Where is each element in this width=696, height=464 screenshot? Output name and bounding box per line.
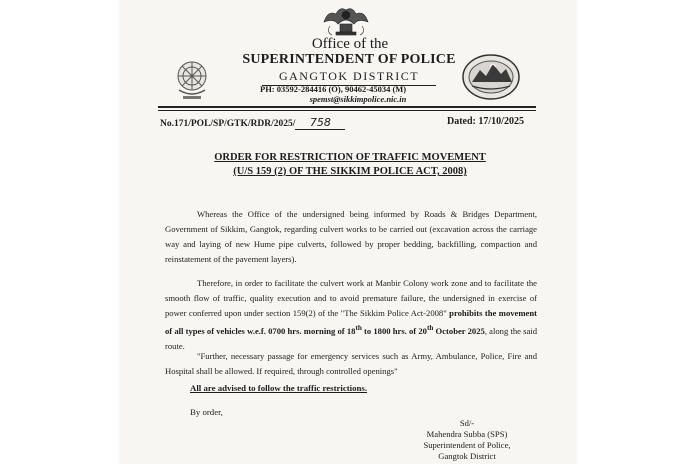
superintendent-heading: SUPERINTENDENT OF POLICE xyxy=(242,52,456,67)
sikkim-police-badge-icon xyxy=(460,52,522,102)
reference-prefix: No.171/POL/SP/GTK/RDR/2025/ xyxy=(160,119,296,129)
header-divider xyxy=(158,106,536,108)
sikkim-state-emblem-icon xyxy=(165,52,219,106)
paragraph-therefore xyxy=(165,276,537,354)
signatory-district: Gangtok District xyxy=(438,451,496,461)
paragraph-whereas-text: Whereas the Office of the undersigned being informed by Roads & Bridges Department, Government of Sikkim, Gangtok, regarding culvert works to be carried out (excavation across the carriage way and laying of new Hume pipe culverts, followed by proper bedding, backfilling, compaction and reinstatement of the pavement layers). xyxy=(165,209,537,264)
paragraph-further xyxy=(165,349,537,379)
prohibition-text: prohibits the movement of all types of vehicles w.e.f. 0700 hrs. morning of 18 xyxy=(165,308,537,336)
national-emblem-icon xyxy=(318,2,374,38)
signature-sd: Sd/- xyxy=(459,418,475,428)
date-label: Dated: 17/10/2025 xyxy=(447,116,524,127)
order-subtitle: (U/S 159 (2) OF THE SIKKIM POLICE ACT, 2008) xyxy=(233,166,467,177)
phone-numbers: PH: 03592-284416 (O), 90462-45034 (M) xyxy=(260,84,407,94)
by-order-label: By order, xyxy=(190,407,223,417)
paragraph-therefore-text: Therefore, in order to facilitate the culvert work at Manbir Colony work zone and to facilitate the smooth flow of traffic, quality execution and to avoid premature failure, the undersigned in exercise of power conferred upon under section 159(2) of the "The Sikkim Police Act-2008" xyxy=(165,278,537,318)
signature-block xyxy=(398,418,536,462)
reference-number xyxy=(160,116,345,130)
header-divider-thin xyxy=(158,110,536,111)
paragraph-further-text: "Further, necessary passage for emergency services such as Army, Ambulance, Police, Fire and Hospital shall be allowed. If required, through controlled openings" xyxy=(165,351,537,376)
paragraph-whereas xyxy=(165,207,537,267)
signatory-name: Mahendra Subba (SPS) xyxy=(426,429,508,439)
ordinal-suffix: th xyxy=(426,324,434,332)
ordinal-suffix: th xyxy=(355,324,362,332)
order-title: ORDER FOR RESTRICTION OF TRAFFIC MOVEMENT xyxy=(214,152,486,163)
paragraph-therefore-tail: , along the said route. xyxy=(165,325,537,351)
prohibition-text-end: to 1800 hrs. of 20 xyxy=(361,325,427,336)
signatory-designation: Superintendent of Police, xyxy=(423,440,511,450)
district-heading: GANGTOK DISTRICT xyxy=(262,69,436,86)
handwritten-number: 758 xyxy=(309,116,331,129)
prohibition-month: October 2025 xyxy=(433,325,485,336)
advisory-line: All are advised to follow the traffic restrictions. xyxy=(190,383,368,393)
email-address: spemst@sikkimpolice.nic.in xyxy=(309,94,407,104)
office-of-label: Office of the xyxy=(311,36,389,52)
handwritten-number-line xyxy=(295,116,345,130)
